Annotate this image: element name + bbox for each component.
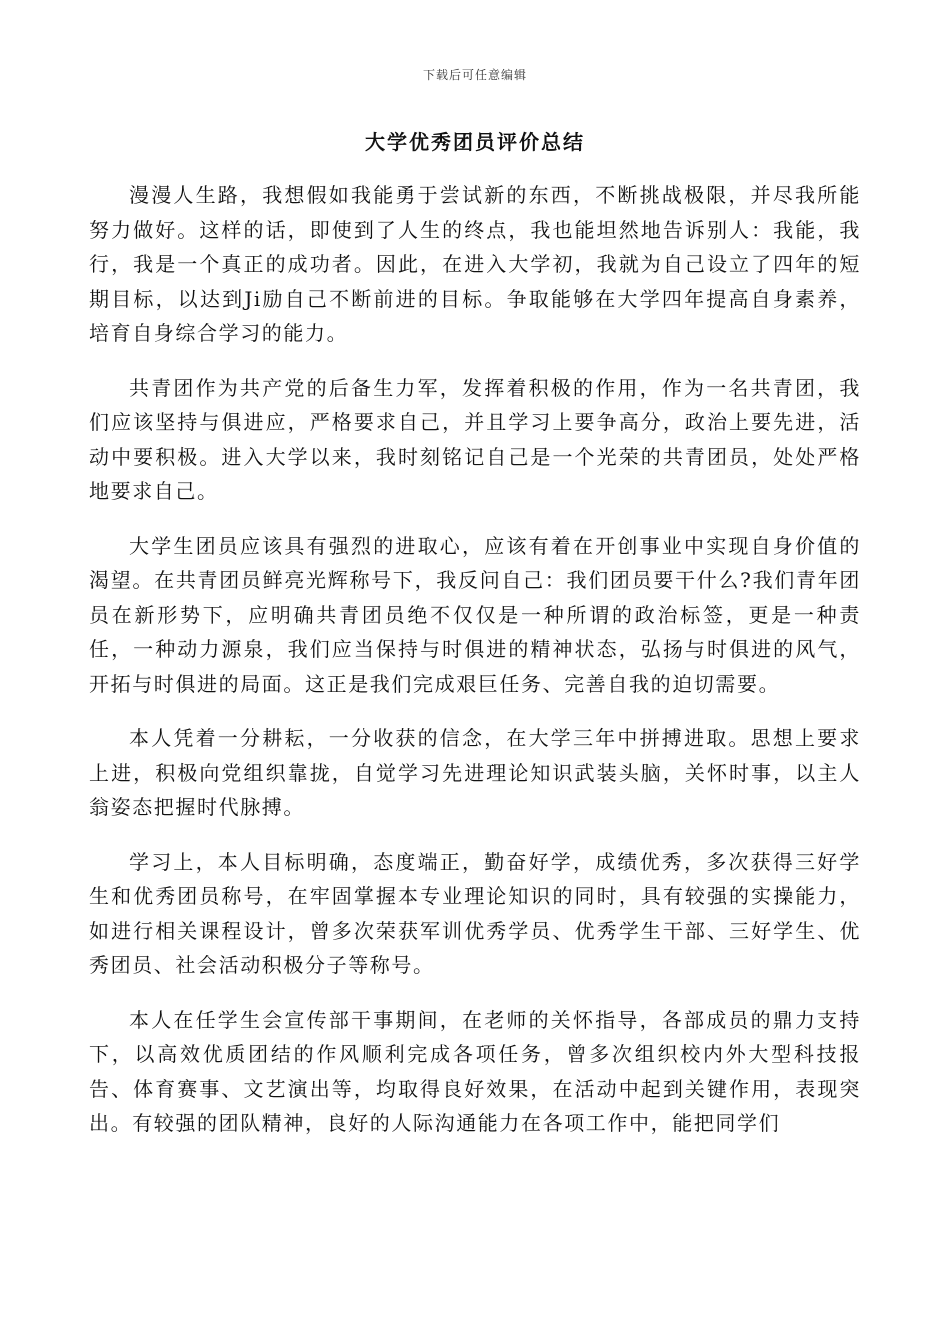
document-title: 大学优秀团员评价总结: [365, 130, 585, 154]
paragraph-4: 本人凭着一分耕耘，一分收获的信念，在大学三年中拼搏进取。思想上要求上进，积极向党组织靠拢，自觉学习先进理论知识武装头脑，关怀时事，以主人翁姿态把握时代脉搏。: [89, 726, 861, 819]
paragraph-3: 大学生团员应该具有强烈的进取心，应该有着在开创事业中实现自身价值的渴望。在共青团员鲜亮光辉称号下，我反问自己：我们团员要干什么?我们青年团员在新形势下，应明确共青团员绝不仅仅是一种所谓的政治标签，更是一种责任，一种动力源泉，我们应当保持与时俱进的精神状态，弘扬与时俱进的风气，开拓与时俱进的局面。这正是我们完成艰巨任务、完善自我的迫切需要。: [89, 533, 861, 696]
paragraph-1: 漫漫人生路，我想假如我能勇于尝试新的东西，不断挑战极限，并尽我所能努力做好。这样的话，即使到了人生的终点，我也能坦然地告诉别人：我能，我行，我是一个真正的成功者。因此，在进入大学初，我就为自己设立了四年的短期目标，以达到Ji励自己不断前进的目标。争取能够在大学四年提高自身素养，培育自身综合学习的能力。: [89, 183, 861, 345]
paragraph-5: 学习上，本人目标明确，态度端正，勤奋好学，成绩优秀，多次获得三好学生和优秀团员称号，在牢固掌握本专业理论知识的同时，具有较强的实操能力，如进行相关课程设计，曾多次荣获军训优秀学员、优秀学生干部、三好学生、优秀团员、社会活动积极分子等称号。: [89, 849, 861, 977]
document-body: [89, 178, 861, 1161]
header-note: 下载后可任意编辑: [422, 68, 527, 82]
paragraph-6: 本人在任学生会宣传部干事期间，在老师的关怀指导，各部成员的鼎力支持下，以高效优质团结的作风顺利完成各项任务，曾多次组织校内外大型科技报告、体育赛事、文艺演出等，均取得良好效果，在活动中起到关键作用，表现突出。有较强的团队精神，良好的人际沟通能力在各项工作中，能把同学们: [89, 1007, 861, 1135]
paragraph-2: 共青团作为共产党的后备生力军，发挥着积极的作用，作为一名共青团，我们应该坚持与俱进应，严格要求自己，并且学习上要争高分，政治上要先进，活动中要积极。进入大学以来，我时刻铭记自己是一个光荣的共青团员，处处严格地要求自己。: [89, 375, 861, 503]
